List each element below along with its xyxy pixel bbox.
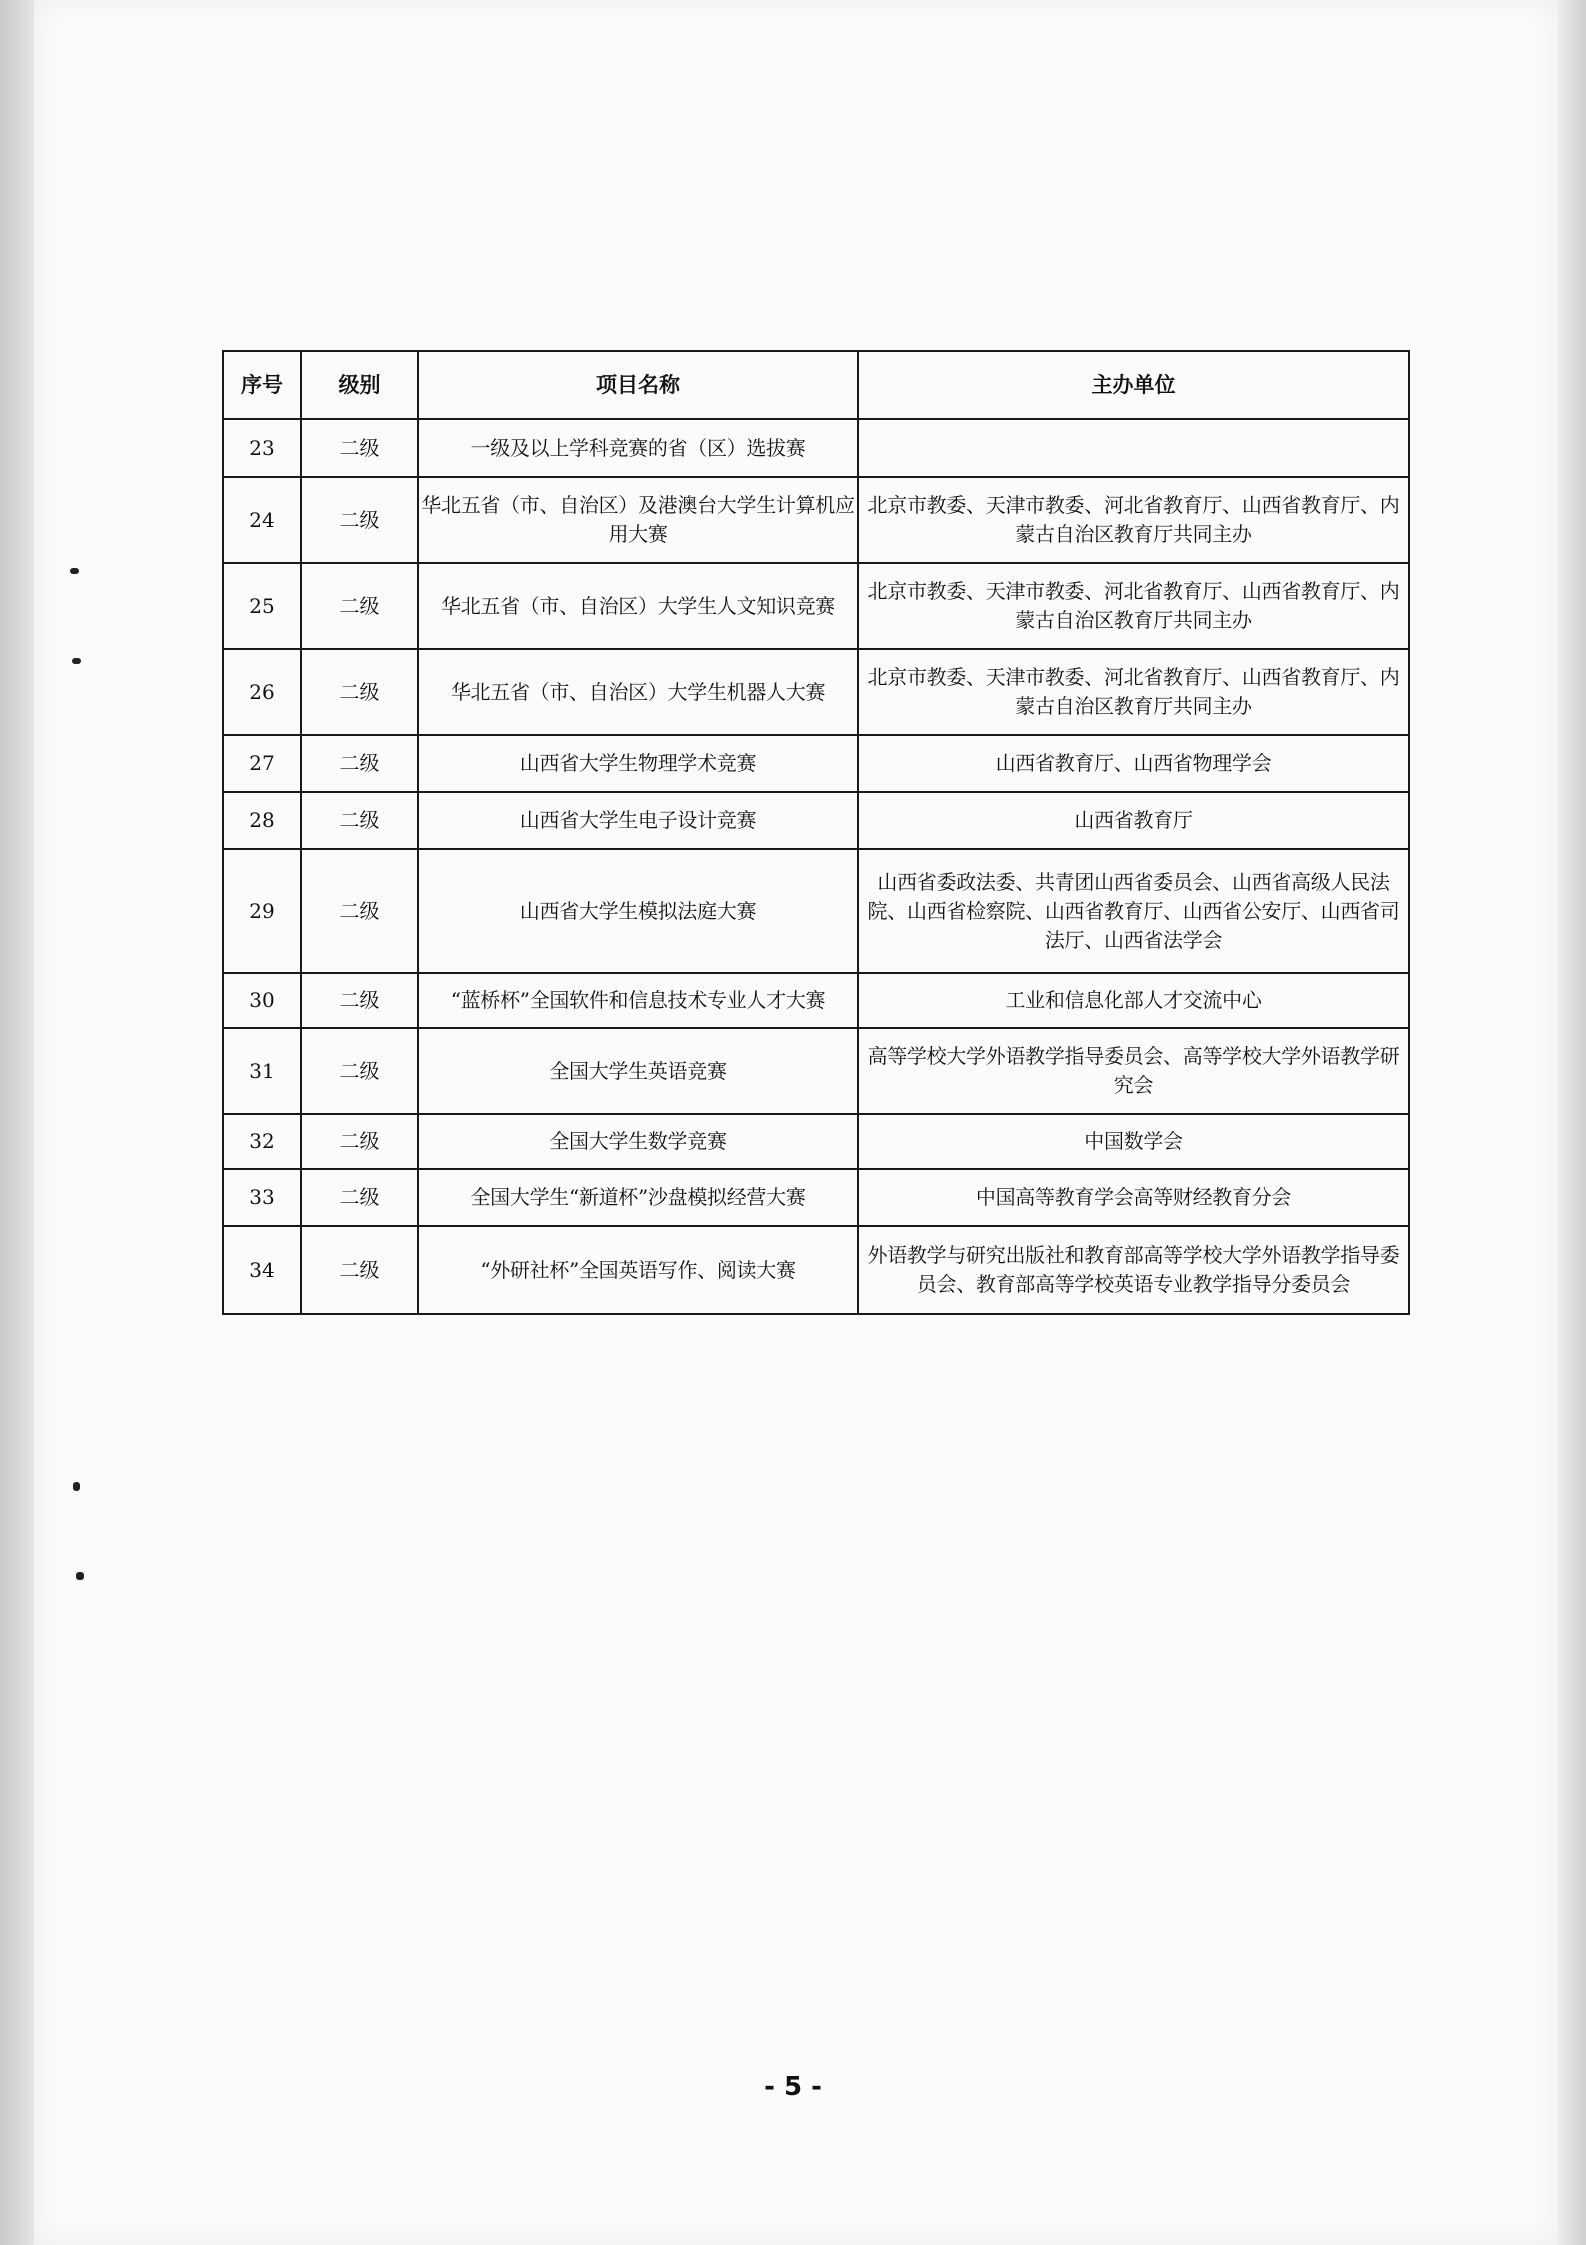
scan-speck [76,1572,84,1580]
page-number: - 5 - [764,2072,822,2102]
row-name: 全国大学生数学竞赛 [418,1114,858,1169]
row-level: 二级 [301,792,418,849]
row-name: “外研社杯”全国英语写作、阅读大赛 [418,1226,858,1314]
row-name: 华北五省（市、自治区）大学生机器人大赛 [418,649,858,735]
row-host: 山西省教育厅 [858,792,1409,849]
row-host: 北京市教委、天津市教委、河北省教育厅、山西省教育厅、内蒙古自治区教育厅共同主办 [858,477,1409,563]
table-header-row [223,351,1409,419]
row-seq: 28 [223,792,301,849]
scan-speck [73,1482,80,1491]
table-row [223,849,1409,973]
row-name: 山西省大学生物理学术竞赛 [418,735,858,792]
row-seq: 34 [223,1226,301,1314]
table-row [223,735,1409,792]
row-name: 全国大学生“新道杯”沙盘模拟经营大赛 [418,1169,858,1226]
row-host: 工业和信息化部人才交流中心 [858,973,1409,1028]
row-name: 华北五省（市、自治区）及港澳台大学生计算机应用大赛 [418,477,858,563]
row-level: 二级 [301,1028,418,1114]
row-level: 二级 [301,477,418,563]
scan-edge-left [0,0,34,2245]
row-seq: 29 [223,849,301,973]
row-name: 一级及以上学科竞赛的省（区）选拔赛 [418,419,858,477]
table-row [223,1226,1409,1314]
row-level: 二级 [301,419,418,477]
table-row [223,973,1409,1028]
row-seq: 24 [223,477,301,563]
row-level: 二级 [301,563,418,649]
row-seq: 26 [223,649,301,735]
row-level: 二级 [301,649,418,735]
table-row [223,1114,1409,1169]
competition-table [222,350,1410,1315]
row-host: 北京市教委、天津市教委、河北省教育厅、山西省教育厅、内蒙古自治区教育厅共同主办 [858,649,1409,735]
header-level: 级别 [301,351,418,419]
row-host: 中国高等教育学会高等财经教育分会 [858,1169,1409,1226]
table-row [223,563,1409,649]
row-seq: 31 [223,1028,301,1114]
row-name: 华北五省（市、自治区）大学生人文知识竞赛 [418,563,858,649]
row-host: 山西省委政法委、共青团山西省委员会、山西省高级人民法院、山西省检察院、山西省教育厅、山西省公安厅、山西省司法厅、山西省法学会 [858,849,1409,973]
table-row [223,419,1409,477]
table-row [223,477,1409,563]
row-seq: 30 [223,973,301,1028]
header-host: 主办单位 [858,351,1409,419]
row-name: 山西省大学生模拟法庭大赛 [418,849,858,973]
header-seq: 序号 [223,351,301,419]
table-row [223,649,1409,735]
row-level: 二级 [301,1114,418,1169]
row-level: 二级 [301,973,418,1028]
row-host [858,419,1409,477]
row-level: 二级 [301,1169,418,1226]
scan-speck [72,658,81,664]
row-name: 全国大学生英语竞赛 [418,1028,858,1114]
scan-edge-right [1558,0,1586,2245]
table-row [223,792,1409,849]
row-level: 二级 [301,849,418,973]
header-name: 项目名称 [418,351,858,419]
scan-speck [70,568,79,574]
row-seq: 25 [223,563,301,649]
row-name: “蓝桥杯”全国软件和信息技术专业人才大赛 [418,973,858,1028]
row-seq: 32 [223,1114,301,1169]
row-host: 山西省教育厅、山西省物理学会 [858,735,1409,792]
row-host: 中国数学会 [858,1114,1409,1169]
row-host: 外语教学与研究出版社和教育部高等学校大学外语教学指导委员会、教育部高等学校英语专业教学指导分委员会 [858,1226,1409,1314]
row-seq: 23 [223,419,301,477]
row-seq: 27 [223,735,301,792]
row-host: 北京市教委、天津市教委、河北省教育厅、山西省教育厅、内蒙古自治区教育厅共同主办 [858,563,1409,649]
table-row [223,1169,1409,1226]
row-level: 二级 [301,1226,418,1314]
row-seq: 33 [223,1169,301,1226]
row-name: 山西省大学生电子设计竞赛 [418,792,858,849]
row-level: 二级 [301,735,418,792]
row-host: 高等学校大学外语教学指导委员会、高等学校大学外语教学研究会 [858,1028,1409,1114]
table-row [223,1028,1409,1114]
